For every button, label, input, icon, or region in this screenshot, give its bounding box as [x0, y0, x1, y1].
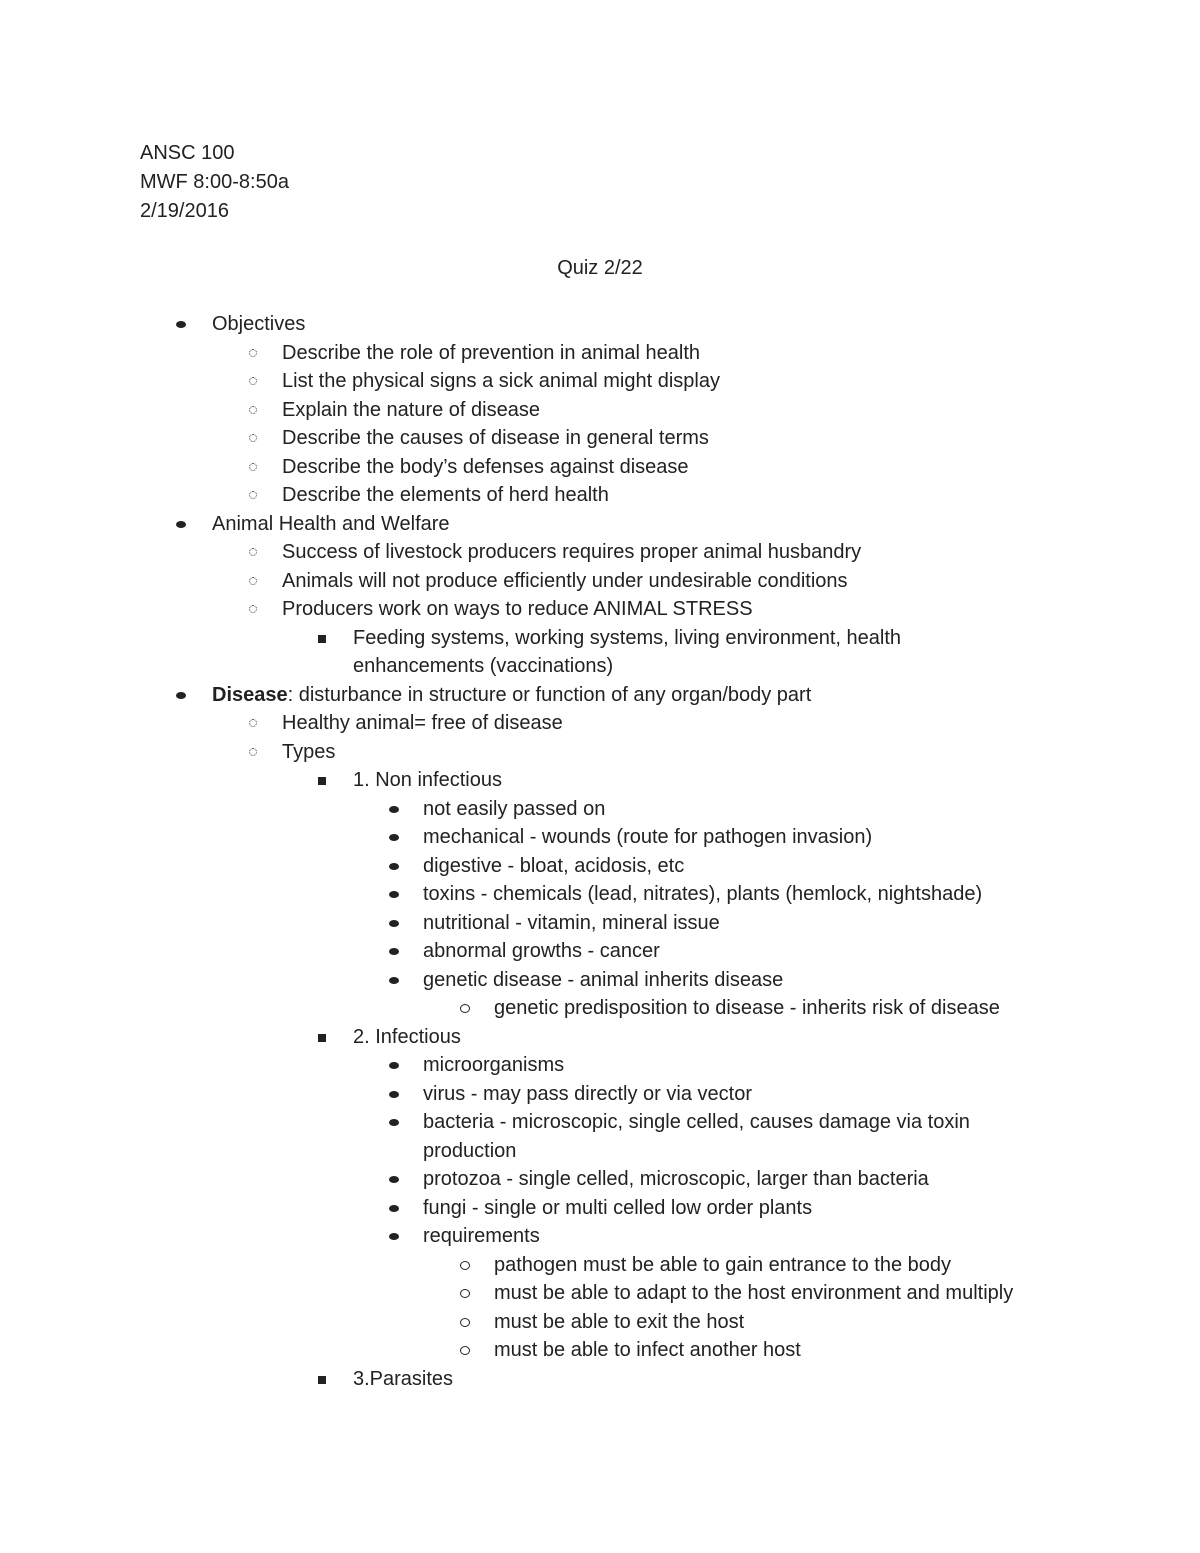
- outline-item: [0, 1137, 1200, 1166]
- outline-item: [0, 595, 1200, 624]
- outline-item-text: Healthy animal= free of disease: [282, 712, 563, 734]
- outline-item: [0, 766, 1200, 795]
- outline-item: [0, 652, 1200, 681]
- outline-item: [0, 310, 1200, 339]
- outline-item-text: fungi - single or multi celled low order plants: [423, 1196, 813, 1219]
- outline-item-text: List the physical signs a sick animal might display: [282, 370, 720, 392]
- filled-bullet-icon: [389, 1062, 399, 1069]
- outline-item-text: pathogen must be able to gain entrance to the body: [494, 1253, 952, 1276]
- hollow-circle-bullet-icon: [460, 1318, 470, 1327]
- outline-item-text: Describe the elements of herd health: [282, 484, 609, 506]
- dotted-circle-bullet-icon: [249, 434, 257, 442]
- outline-item: [0, 424, 1200, 453]
- term-definition: : disturbance in structure or function of any organ/body part: [287, 683, 812, 706]
- filled-bullet-icon: [389, 1205, 399, 1212]
- outline-item-text: protozoa - single celled, microscopic, larger than bacteria: [423, 1168, 929, 1190]
- dotted-circle-bullet-icon: [249, 406, 257, 414]
- outline-item: [0, 966, 1200, 995]
- outline-item-text: Producers work on ways to reduce ANIMAL STRESS: [282, 598, 753, 620]
- outline-item: [0, 1336, 1200, 1365]
- outline-item: [0, 852, 1200, 881]
- dotted-circle-bullet-icon: [249, 605, 257, 613]
- outline-item-text: microorganisms: [423, 1054, 565, 1076]
- page-title: Quiz 2/22: [557, 257, 643, 279]
- outline-item: [0, 1222, 1200, 1251]
- outline-item-text: Objectives: [212, 313, 306, 335]
- dotted-circle-bullet-icon: [249, 719, 257, 727]
- outline-item: [0, 1251, 1200, 1280]
- outline-item-text: requirements: [423, 1225, 540, 1247]
- outline-item-text: [212, 681, 811, 710]
- outline-item: [0, 1051, 1200, 1080]
- filled-bullet-icon: [176, 521, 186, 528]
- dotted-circle-bullet-icon: [249, 748, 257, 756]
- filled-bullet-icon: [389, 891, 399, 898]
- term-bold: Disease: [212, 683, 288, 706]
- outline-item-text: 3.Parasites: [353, 1367, 454, 1390]
- outline-item: [0, 453, 1200, 482]
- outline-item: [0, 1080, 1200, 1109]
- outline-item: [0, 994, 1200, 1023]
- outline-item-text: 1. Non infectious: [353, 769, 502, 791]
- outline-item-text: must be able to exit the host: [494, 1310, 745, 1333]
- filled-bullet-icon: [389, 977, 399, 984]
- outline-item: [0, 1165, 1200, 1194]
- outline-item-text: Animal Health and Welfare: [212, 512, 450, 535]
- outline-item: [0, 880, 1200, 909]
- filled-bullet-icon: [389, 1119, 399, 1126]
- outline-item: [0, 339, 1200, 368]
- outline-item: [0, 1365, 1200, 1394]
- outline-item: [0, 1108, 1200, 1137]
- hollow-circle-bullet-icon: [460, 1004, 470, 1013]
- outline-item: [0, 624, 1200, 653]
- outline-item: [0, 795, 1200, 824]
- outline-item-text: abnormal growths - cancer: [423, 940, 660, 962]
- outline-item: [0, 367, 1200, 396]
- outline-item-text: Describe the causes of disease in general terms: [282, 427, 709, 449]
- outline-item: [0, 1023, 1200, 1052]
- outline-item-text: production: [423, 1139, 517, 1162]
- outline-item-text: not easily passed on: [423, 797, 606, 820]
- outline-item: [0, 567, 1200, 596]
- dotted-circle-bullet-icon: [249, 463, 257, 471]
- outline-item: [0, 909, 1200, 938]
- filled-bullet-icon: [389, 1233, 399, 1240]
- outline-item: [0, 937, 1200, 966]
- outline-item: [0, 738, 1200, 767]
- outline-item: [0, 709, 1200, 738]
- dotted-circle-bullet-icon: [249, 491, 257, 499]
- filled-bullet-icon: [389, 806, 399, 813]
- square-bullet-icon: [318, 777, 326, 785]
- outline-item-text: bacteria - microscopic, single celled, causes damage via toxin: [423, 1111, 970, 1133]
- filled-bullet-icon: [176, 692, 186, 699]
- outline-item: [0, 1279, 1200, 1308]
- square-bullet-icon: [318, 635, 326, 643]
- outline-item-text: Describe the role of prevention in animal health: [282, 341, 701, 364]
- outline-item-text: Types: [282, 740, 336, 763]
- filled-bullet-icon: [389, 948, 399, 955]
- outline-item: [0, 823, 1200, 852]
- class-schedule: MWF 8:00-8:50a: [140, 171, 289, 193]
- dotted-circle-bullet-icon: [249, 577, 257, 585]
- outline-item-text: Success of livestock producers requires proper animal husbandry: [282, 541, 862, 563]
- note-date: 2/19/2016: [140, 200, 229, 222]
- filled-bullet-icon: [176, 321, 186, 328]
- outline-item: [0, 481, 1200, 510]
- outline-item-text: Explain the nature of disease: [282, 398, 540, 421]
- hollow-circle-bullet-icon: [460, 1261, 470, 1270]
- filled-bullet-icon: [389, 834, 399, 841]
- outline-item-text: genetic disease - animal inherits disease: [423, 968, 784, 991]
- outline-item-text: digestive - bloat, acidosis, etc: [423, 854, 685, 877]
- dotted-circle-bullet-icon: [249, 377, 257, 385]
- outline-item-text: 2. Infectious: [353, 1025, 461, 1048]
- outline-item-text: must be able to infect another host: [494, 1339, 801, 1361]
- outline-item-text: must be able to adapt to the host environment and multiply: [494, 1282, 1014, 1304]
- outline-item: [0, 538, 1200, 567]
- outline-item: [0, 681, 1200, 710]
- outline-item-text: virus - may pass directly or via vector: [423, 1082, 752, 1105]
- outline-item: [0, 1194, 1200, 1223]
- hollow-circle-bullet-icon: [460, 1289, 470, 1298]
- outline-list: [0, 310, 1200, 1393]
- filled-bullet-icon: [389, 1091, 399, 1098]
- hollow-circle-bullet-icon: [460, 1346, 470, 1355]
- outline-item-text: genetic predisposition to disease - inherits risk of disease: [494, 997, 1000, 1019]
- course-code: ANSC 100: [140, 142, 235, 164]
- square-bullet-icon: [318, 1376, 326, 1384]
- filled-bullet-icon: [389, 863, 399, 870]
- square-bullet-icon: [318, 1034, 326, 1042]
- outline-item-text: nutritional - vitamin, mineral issue: [423, 911, 720, 934]
- filled-bullet-icon: [389, 1176, 399, 1183]
- outline-item: [0, 1308, 1200, 1337]
- outline-item-text: Feeding systems, working systems, living environment, health: [353, 626, 902, 649]
- outline-item-text: mechanical - wounds (route for pathogen invasion): [423, 826, 873, 848]
- outline-item: [0, 396, 1200, 425]
- outline-item-text: toxins - chemicals (lead, nitrates), plants (hemlock, nightshade): [423, 883, 983, 905]
- filled-bullet-icon: [389, 920, 399, 927]
- outline-item-text: enhancements (vaccinations): [353, 655, 614, 677]
- outline-item-text: Animals will not produce efficiently under undesirable conditions: [282, 569, 848, 592]
- dotted-circle-bullet-icon: [249, 349, 257, 357]
- outline-item: [0, 510, 1200, 539]
- dotted-circle-bullet-icon: [249, 548, 257, 556]
- outline-item-text: Describe the body’s defenses against disease: [282, 455, 689, 478]
